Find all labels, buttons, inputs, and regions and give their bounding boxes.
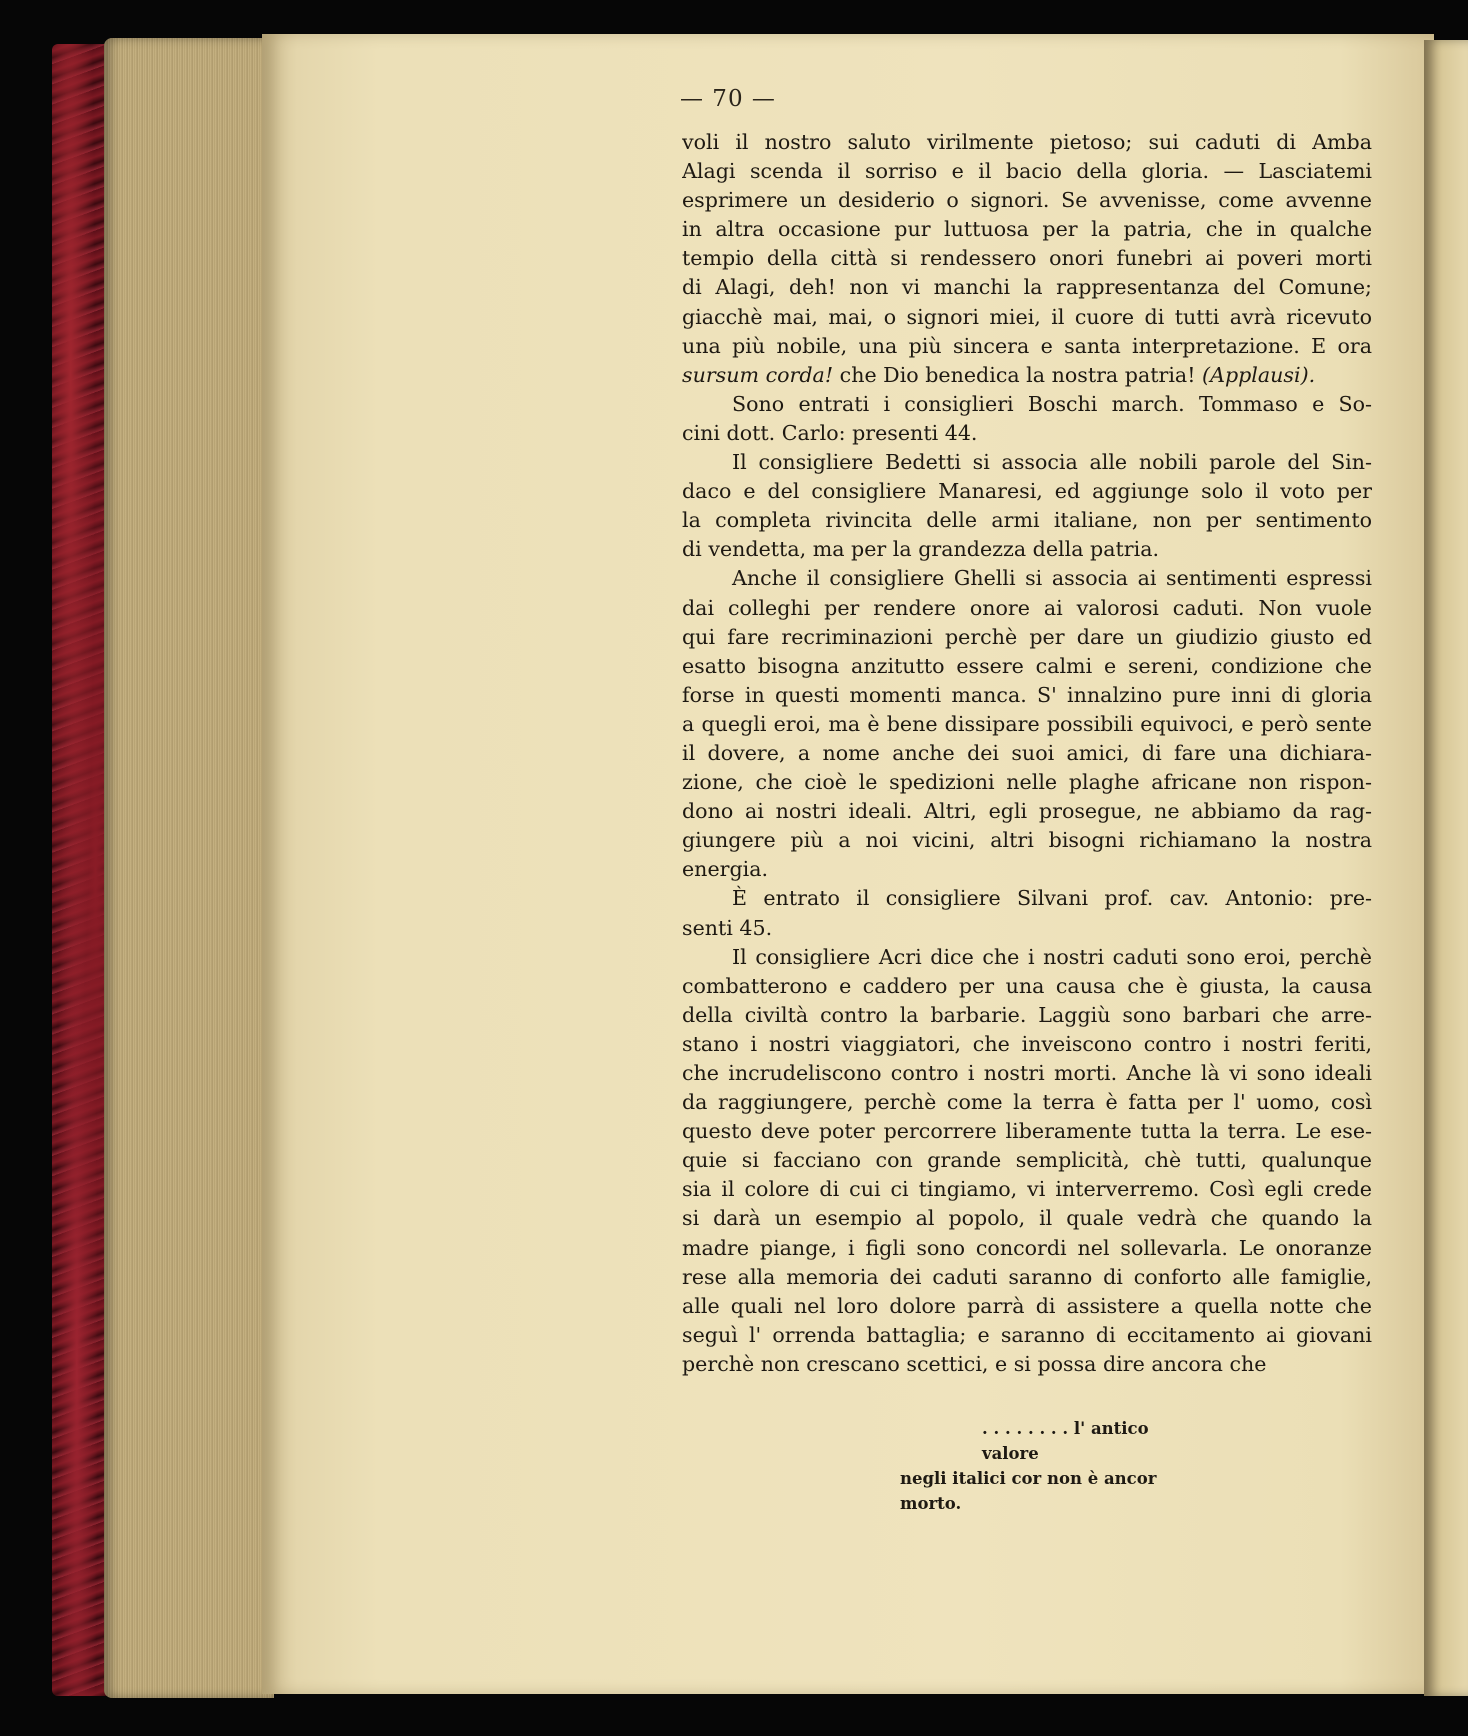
text-line: stano i nostri viaggiatori, che inveiscono contro i nostri feriti, [682,1031,1372,1056]
text-line: alle quali nel loro dolore parrà di assistere a quella notte che [682,1293,1372,1318]
text-line: il dovere, a nome anche dei suoi amici, di fare una dichiara- [682,740,1372,765]
applause-note: (Applausi). [1202,362,1316,387]
text-line: È entrato il consigliere Silvani prof. cav. Antonio: pre- [732,886,1372,911]
text-line: Il consigliere Bedetti si associa alle nobili parole del Sin- [732,450,1372,475]
text-line: Anche il consigliere Ghelli si associa ai sentimenti espressi [732,566,1372,591]
text-line: qui fare recriminazioni perchè per dare un giudizio giusto ed [682,624,1372,649]
facing-page-edge [1424,40,1468,1696]
text-line: rese alla memoria dei caduti saranno di conforto alle famiglie, [682,1264,1372,1289]
page-number: — 70 — [680,86,776,112]
verse-line: . . . . . . . . l' antico valore [982,1419,1149,1463]
text-line [682,361,1372,390]
text-line: forse in questi momenti manca. S' innalzino pure inni di gloria [682,682,1372,707]
text-line: dono ai nostri ideali. Altri, egli prosegue, ne abbiamo da rag- [682,799,1372,824]
text-line: si darà un esempio al popolo, il quale vedrà che quando la [682,1206,1372,1231]
text-line: la completa rivincita delle armi italiane, non per sentimento [682,508,1372,533]
text-line: daco e del consigliere Manaresi, ed aggiunge solo il voto per [682,479,1372,504]
text-line: Sono entrati i consiglieri Boschi march. Tommaso e So- [732,391,1372,416]
page-edges [104,38,274,1698]
text-line: in altra occasione pur luttuosa per la patria, che in qualche [682,217,1372,242]
verse-quote [680,1416,1200,1516]
text-line: senti 45. [682,915,773,940]
text-line: a quegli eroi, ma è bene dissipare possibili equivoci, e però sente [682,711,1372,736]
text-line: energia. [682,857,769,882]
text-line: una più nobile, una più sincera e santa interpretazione. E ora [682,333,1372,358]
text-line: perchè non crescano scettici, e si possa dire ancora che [682,1351,1267,1376]
text-line: Alagi scenda il sorriso e il bacio della gloria. — Lasciatemi [682,159,1372,184]
text-line: da raggiungere, perchè come la terra è fatta per l' uomo, così [682,1090,1372,1115]
italic-phrase: sursum corda! [682,362,834,387]
verse-line: negli italici cor non è ancor morto. [900,1469,1157,1513]
text-line: tempio della città si rendessero onori funebri ai poveri morti [682,246,1372,271]
text-line: sia il colore di cui ci tingiamo, vi interverremo. Così egli crede [682,1177,1372,1202]
text-line: voli il nostro saluto virilmente pietoso; sui caduti di Amba [682,130,1372,154]
text-line: questo deve poter percorrere liberamente tutta la terra. Le ese- [682,1119,1372,1144]
text-line: giacchè mai, mai, o signori miei, il cuore di tutti avrà ricevuto [682,304,1372,329]
text-line: di Alagi, deh! non vi manchi la rappresentanza del Comune; [682,275,1372,300]
text-line: seguì l' orrenda battaglia; e saranno di eccitamento ai giovani [682,1322,1372,1347]
body-text [682,128,1372,1379]
text-line: della civiltà contro la barbarie. Laggiù sono barbari che arre- [682,1002,1372,1027]
text-line: che incrudeliscono contro i nostri morti. Anche là vi sono ideali [682,1061,1372,1085]
text-line: dai colleghi per rendere onore ai valorosi caduti. Non vuole [682,595,1372,620]
text-line: combatterono e caddero per una causa che è giusta, la causa [682,973,1372,998]
text-line: cini dott. Carlo: presenti 44. [682,420,978,445]
text-line: Il consigliere Acri dice che i nostri caduti sono eroi, perchè [732,944,1372,969]
text-line: di vendetta, ma per la grandezza della patria. [682,537,1160,562]
plain-phrase: che Dio benedica la nostra patria! [833,362,1203,387]
text-line: giungere più a noi vicini, altri bisogni richiamano la nostra [682,828,1372,853]
text-line: zione, che cioè le spedizioni nelle plaghe africane non rispon- [682,770,1372,795]
text-line: esatto bisogna anzitutto essere calmi e sereni, condizione che [682,653,1372,678]
text-line: esprimere un desiderio o signori. Se avvenisse, come avvenne [682,188,1372,213]
text-line: quie si facciano con grande semplicità, chè tutti, qualunque [682,1148,1372,1173]
text-line: madre piange, i figli sono concordi nel sollevarla. Le onoranze [682,1235,1372,1260]
